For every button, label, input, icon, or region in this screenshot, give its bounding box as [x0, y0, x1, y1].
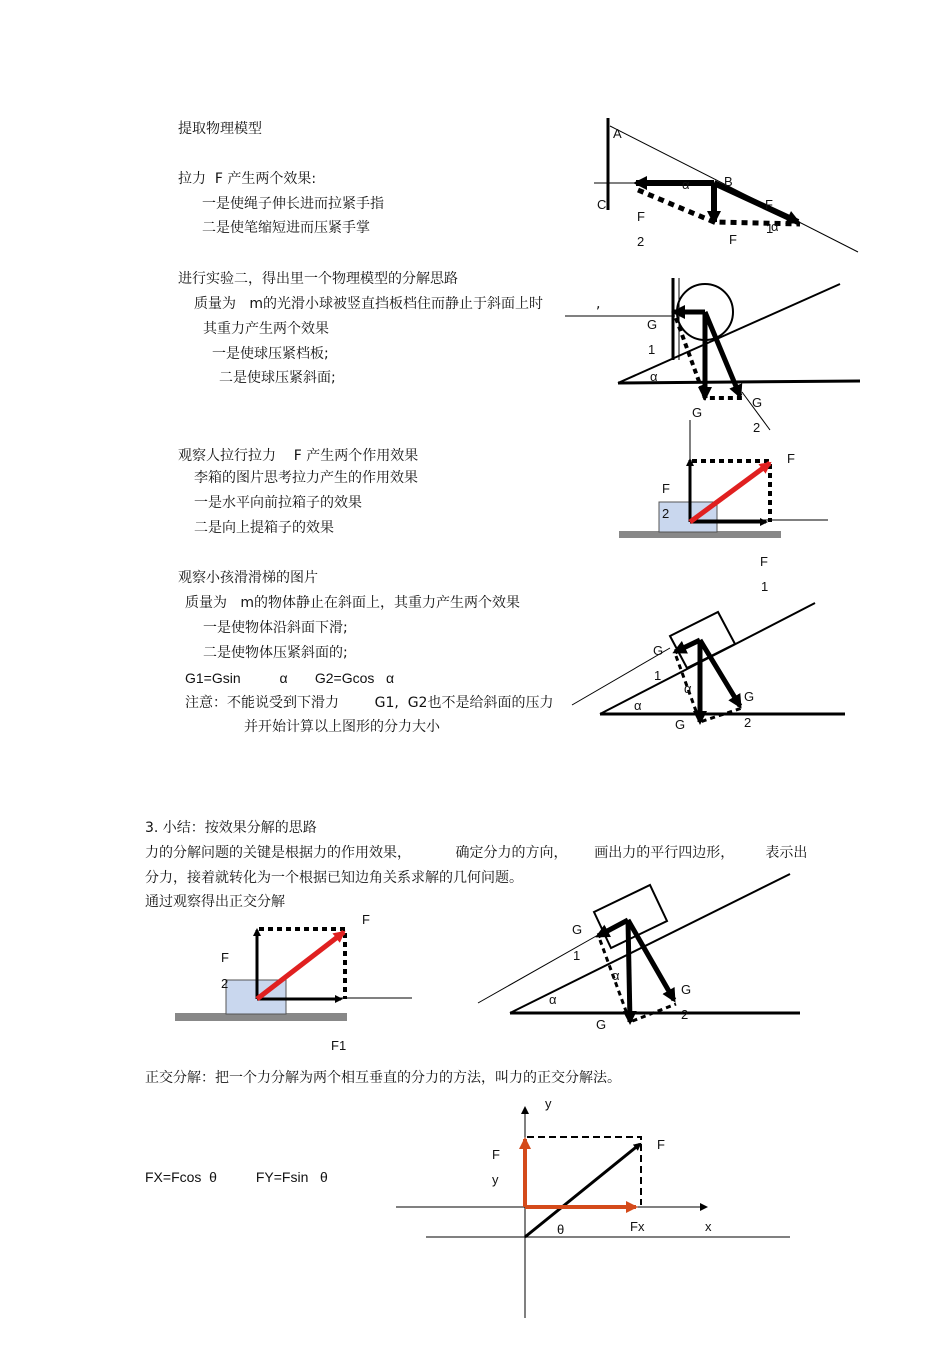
label-F: F — [765, 197, 773, 212]
label-Fx: Fx — [630, 1219, 645, 1234]
label-1: 1 — [654, 668, 662, 683]
summary-formulas: FX=Fcos θ FY=Fsin θ — [145, 1169, 328, 1185]
section2-line3: 其重力产生两个效果 — [203, 321, 329, 337]
section1-title: 提取物理模型 — [178, 121, 262, 137]
label-2: 2 — [744, 715, 752, 730]
label-G: G — [653, 643, 664, 658]
label-1: 1 — [573, 948, 581, 963]
summary-para3: 通过观察得出正交分解 — [145, 894, 285, 910]
figure-block-slide — [572, 603, 845, 722]
label-G: G — [596, 1017, 607, 1032]
label-alpha: α — [549, 992, 557, 1007]
section3-line2: 李箱的图片思考拉力产生的作用效果 — [194, 470, 418, 486]
section3-line4: 二是向上提箱子的效果 — [194, 520, 334, 536]
label-alpha: α — [771, 219, 779, 234]
label-2: 2 — [753, 420, 761, 435]
summary-para2: 分力，接着就转化为一个根据已知边角关系求解的几何问题。 — [145, 870, 523, 886]
figure-box-pull — [619, 420, 828, 538]
section2-line2: 质量为 m的光滑小球被竖直挡板档住而静止于斜面上时 — [194, 296, 543, 312]
label-1: 1 — [761, 579, 769, 594]
label-2: 2 — [681, 1007, 689, 1022]
label-F: F — [662, 481, 670, 496]
label-F1: F1 — [331, 1038, 347, 1053]
section1-line1: 拉力 F 产生两个效果: — [178, 171, 317, 187]
label-2: 2 — [221, 976, 229, 991]
section4-line1: 观察小孩滑滑梯的图片 — [178, 570, 318, 586]
section1-line2: 一是使绳子伸长进而拉紧手指 — [202, 196, 384, 212]
section2-line4: 一是使球压紧档板; — [212, 346, 329, 362]
label-F: F — [760, 554, 768, 569]
label-alpha: α — [684, 681, 692, 696]
summary-para1: 力的分解问题的关键是根据力的作用效果， 确定分力的方向， 画出力的平行四边形， 表示出 — [145, 845, 808, 861]
label-F: F — [729, 232, 737, 247]
label-C: C — [597, 197, 607, 212]
label-2: 2 — [637, 234, 645, 249]
label-x: x — [705, 1219, 712, 1234]
label-Fy-F: F — [492, 1147, 500, 1162]
section4-line4: 二是使物体压紧斜面的; — [203, 645, 348, 661]
label-alpha: α — [612, 968, 620, 983]
label-F: F — [637, 209, 645, 224]
summary-definition: 正交分解：把一个力分解为两个相互垂直的分力的方法，叫力的正交分解法。 — [145, 1070, 621, 1086]
label-y: y — [545, 1096, 552, 1111]
label-G: G — [692, 405, 703, 420]
label-G: G — [572, 922, 583, 937]
summary-heading: 3. 小结：按效果分解的思路 — [145, 820, 317, 836]
section4-note: 注意：不能说受到下滑力 G1, G2也不是给斜面的压力 — [185, 695, 554, 711]
label-G: G — [675, 717, 686, 732]
section1-line3: 二是使笔缩短进而压紧手掌 — [202, 220, 370, 236]
label-F: F — [787, 451, 795, 466]
label-1: 1 — [766, 221, 774, 236]
label-F: F — [657, 1137, 665, 1152]
label-B: B — [724, 174, 733, 189]
label-A: A — [613, 126, 622, 141]
label-1: 1 — [648, 342, 656, 357]
label-theta: θ — [557, 1222, 565, 1237]
section2-comma: , — [596, 296, 601, 312]
section4-line3: 一是使物体沿斜面下滑; — [203, 620, 348, 636]
figure-orthogonal — [396, 1108, 790, 1318]
label-Fy-y: y — [492, 1172, 499, 1187]
section4-line2: 质量为 m的物体静止在斜面上，其重力产生两个效果 — [185, 595, 520, 611]
figure-ball-incline — [565, 278, 860, 430]
section4-formula: G1=Gsin α G2=Gcos α — [185, 670, 395, 686]
label-G: G — [744, 689, 755, 704]
label-F: F — [362, 912, 370, 927]
label-F: F — [221, 950, 229, 965]
section2-line1: 进行实验二，得出里一个物理模型的分解思路 — [178, 271, 458, 287]
section2-line5: 二是使球压紧斜面; — [219, 370, 336, 386]
label-alpha: α — [634, 698, 642, 713]
section4-line5: 并开始计算以上图形的分力大小 — [244, 719, 440, 735]
figure-box-pull-2 — [175, 929, 412, 1021]
label-alpha: α — [650, 369, 658, 384]
label-G: G — [681, 982, 692, 997]
label-alpha: α — [682, 177, 690, 192]
figure-block-slide-2 — [478, 874, 800, 1022]
label-G: G — [647, 317, 658, 332]
label-G: G — [752, 395, 763, 410]
section3-line3: 一是水平向前拉箱子的效果 — [194, 495, 362, 511]
section3-line1: 观察人拉行拉力 F 产生两个作用效果 — [178, 448, 419, 464]
label-2: 2 — [662, 506, 670, 521]
